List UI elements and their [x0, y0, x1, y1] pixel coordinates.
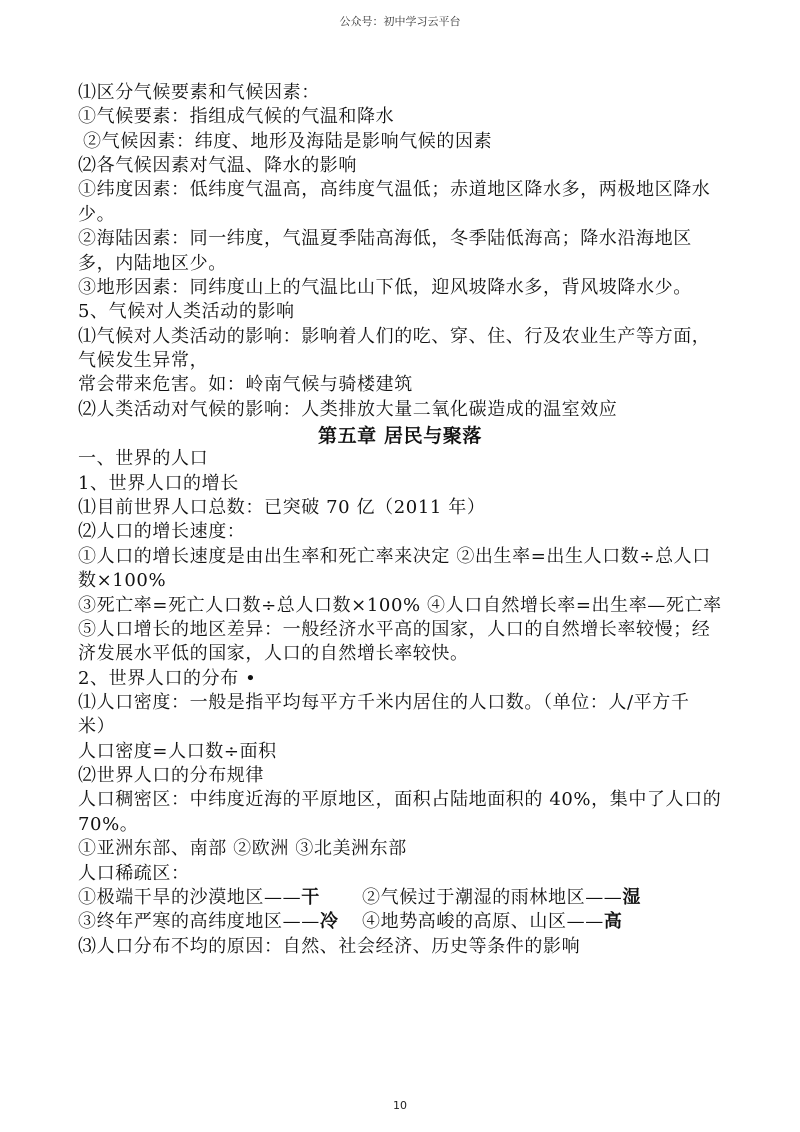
section-heading: 5、气候对人类活动的影响	[78, 301, 295, 323]
text-line: ①人口的增长速度是由出生率和死亡率来决定 ②出生率=出生人口数÷总人口	[78, 545, 711, 567]
text-line: ⑴目前世界人口总数：已突破 70 亿（2011 年）	[78, 497, 486, 519]
text-line: ⑵人口的增长速度：	[78, 521, 246, 543]
sparse-row	[78, 910, 722, 934]
sparse-item-text: ③终年严寒的高纬度地区——	[78, 911, 320, 933]
chapter-title: 第五章 居民与聚落	[317, 425, 482, 448]
text-line: ③地形因素：同纬度山上的气温比山下低，迎风坡降水多，背风坡降水少。	[78, 276, 692, 298]
sparse-item	[78, 910, 362, 934]
sparse-item-key: 高	[603, 911, 623, 933]
section-heading: 2、世界人口的分布 •	[78, 667, 257, 689]
text-line: ⑴人口密度：一般是指平均每平方千米内居住的人口数。（单位：人/平方千	[78, 691, 690, 713]
sparse-item-key: 冷	[319, 911, 339, 933]
document-body	[78, 81, 722, 959]
text-line: ⑵各气候因素对气温、降水的影响	[78, 155, 357, 177]
sparse-item-key: 湿	[622, 886, 642, 908]
page-number: 10	[393, 1099, 407, 1112]
text-line: 数×100%	[78, 570, 167, 592]
text-line: 多，内陆地区少。	[78, 252, 227, 274]
text-line: ②海陆因素：同一纬度，气温夏季陆高海低，冬季陆低海高；降水沿海地区	[78, 228, 692, 250]
sparse-item-text: ①极端干旱的沙漠地区——	[78, 886, 302, 908]
sparse-item	[78, 886, 362, 910]
text-line: ⑵人类活动对气候的影响：人类排放大量二氧化碳造成的温室效应	[78, 398, 618, 420]
text-line: ①纬度因素：低纬度气温高，高纬度气温低；赤道地区降水多，两极地区降水	[78, 179, 711, 201]
text-line: ⑤人口增长的地区差异：一般经济水平高的国家，人口的自然增长率较慢；经	[78, 618, 711, 640]
text-line: 人口稀疏区：	[78, 862, 190, 884]
sparse-item-text: ④地势高峻的高原、山区——	[362, 911, 604, 933]
text-line: 人口稠密区：中纬度近海的平原地区，面积占陆地面积的 40%，集中了人口的	[78, 789, 722, 811]
sparse-row	[78, 886, 722, 910]
text-line: ②气候因素：纬度、地形及海陆是影响气候的因素	[83, 130, 493, 152]
text-line: ⑵世界人口的分布规律	[78, 765, 264, 787]
text-line: 70%。	[78, 813, 139, 835]
text-line: 少。	[78, 203, 116, 225]
text-line: ①亚洲东部、南部 ②欧洲 ③北美洲东部	[78, 838, 407, 860]
text-line: 常会带来危害。如：岭南气候与骑楼建筑	[78, 374, 413, 396]
sparse-item	[362, 886, 702, 910]
text-line: 济发展水平低的国家，人口的自然增长率较快。	[78, 643, 469, 665]
section-heading: 一、世界的人口	[78, 448, 209, 470]
section-heading: 1、世界人口的增长	[78, 472, 239, 494]
sparse-item	[362, 910, 702, 934]
text-line: ①气候要素：指组成气候的气温和降水	[78, 106, 395, 128]
text-line: 人口密度=人口数÷面积	[78, 740, 277, 762]
text-line: ⑶人口分布不均的原因：自然、社会经济、历史等条件的影响	[78, 935, 581, 957]
text-line: 气候发生异常，	[78, 349, 209, 371]
page-header: 公众号：初中学习云平台	[339, 15, 461, 28]
text-line: 米）	[78, 716, 116, 738]
text-line: ⑴气候对人类活动的影响：影响着人们的吃、穿、住、行及农业生产等方面，	[78, 325, 711, 347]
sparse-item-text: ②气候过于潮湿的雨林地区——	[362, 886, 623, 908]
sparse-item-key: 干	[301, 886, 320, 908]
text-line: ③死亡率=死亡人口数÷总人口数×100% ④人口自然增长率=出生率—死亡率	[78, 594, 722, 616]
text-line: ⑴区分气候要素和气候因素：	[78, 82, 320, 103]
